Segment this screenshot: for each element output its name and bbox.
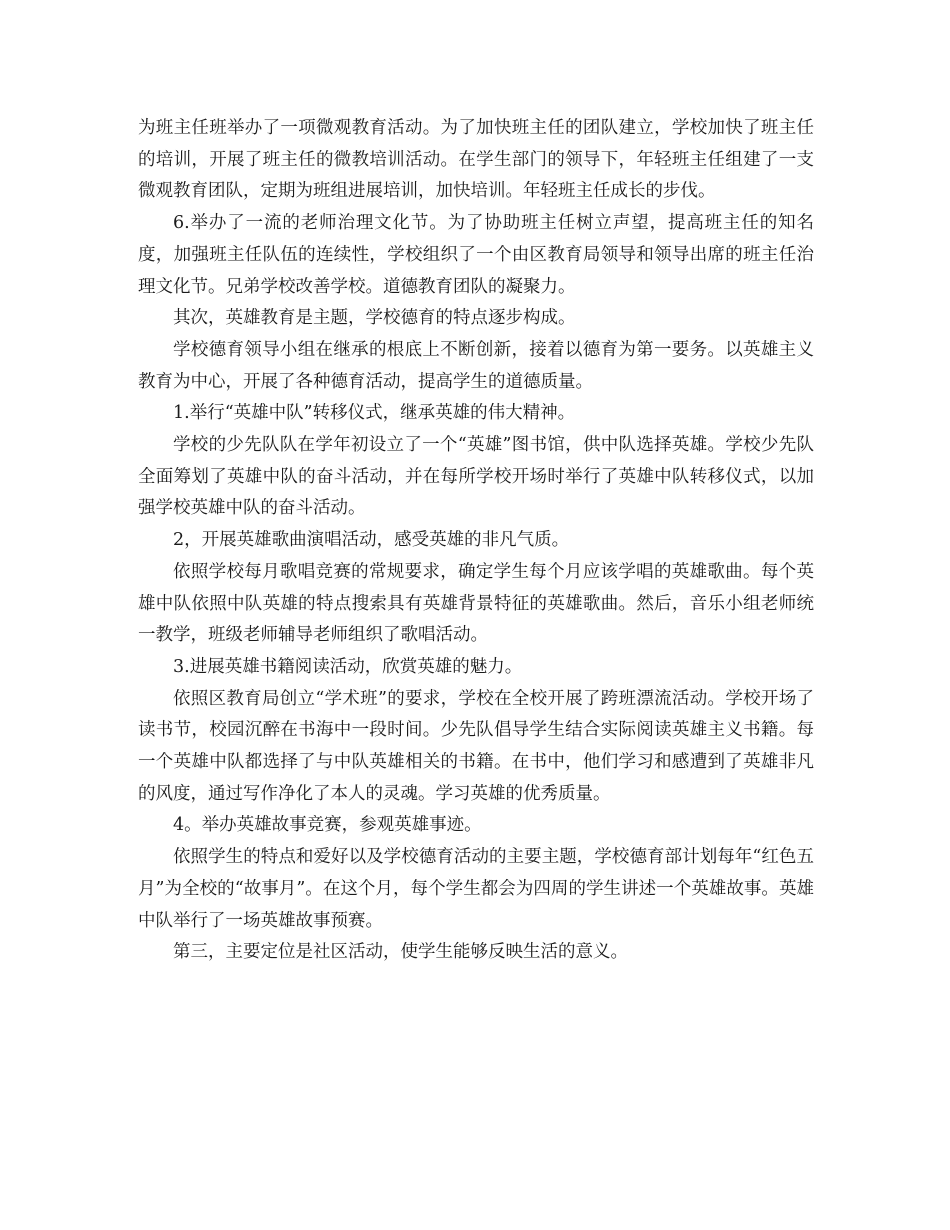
list-item-heading: 1.举行“英雄中队”转移仪式，继承英雄的伟大精神。 — [173, 403, 576, 424]
paragraph: 依照区教育局创立“学术班”的要求，学校在全校开展了跨班漂流活动。学校开场了读书节，校园沉醉在书海中一段时间。少先队倡导学生结合实际阅读英雄主义书籍。每一个英雄中队都选择了与中队英雄相关的书籍。在书中，他们学习和感遭到了英雄非凡的风度，通过写作净化了本人的灵魂。学习英雄的优秀质量。 — [138, 688, 814, 804]
paragraph: 学校德育领导小组在继承的根底上不断创新，接着以德育为第一要务。以英雄主义教育为中心，开展了各种德育活动，提高学生的道德质量。 — [138, 339, 814, 392]
section-heading: 第三，主要定位是社区活动，使学生能够反映生活的意义。 — [173, 942, 628, 963]
list-item-heading: 2，开展英雄歌曲演唱活动，感受英雄的非凡气质。 — [173, 530, 570, 551]
paragraph: 6.举办了一流的老师治理文化节。为了协助班主任树立声望，提高班主任的知名度，加强班主任队伍的连续性，学校组织了一个由区教育局领导和领导出席的班主任治理文化节。兄弟学校改善学校。道德教育团队的凝聚力。 — [138, 213, 814, 297]
list-item-heading: 4。举办英雄故事竞赛，参观英雄事迹。 — [173, 815, 482, 836]
paragraph: 为班主任班举办了一项微观教育活动。为了加快班主任的团队建立，学校加快了班主任的培训，开展了班主任的微教培训活动。在学生部门的领导下，年轻班主任组建了一支微观教育团队，定期为班组进展培训，加快培训。年轻班主任成长的步伐。 — [138, 118, 814, 202]
paragraph: 依照学校每月歌唱竞赛的常规要求，确定学生每个月应该学唱的英雄歌曲。每个英雄中队依照中队英雄的特点搜索具有英雄背景特征的英雄歌曲。然后，音乐小组老师统一教学，班级老师辅导老师组织了歌唱活动。 — [138, 561, 814, 646]
section-heading: 其次，英雄教育是主题，学校德育的特点逐步构成。 — [173, 308, 576, 329]
document-page — [138, 113, 814, 969]
paragraph: 学校的少先队队在学年初设立了一个“英雄”图书馆，供中队选择英雄。学校少先队全面筹划了英雄中队的奋斗活动，并在每所学校开场时举行了英雄中队转移仪式，以加强学校英雄中队的奋斗活动。 — [138, 435, 814, 519]
paragraph: 依照学生的特点和爱好以及学校德育活动的主要主题，学校德育部计划每年“红色五月”为全校的“故事月”。在这个月，每个学生都会为四周的学生讲述一个英雄故事。英雄中队举行了一场英雄故事预赛。 — [138, 847, 814, 931]
list-item-heading: 3.进展英雄书籍阅读活动，欣赏英雄的魅力。 — [173, 656, 523, 677]
